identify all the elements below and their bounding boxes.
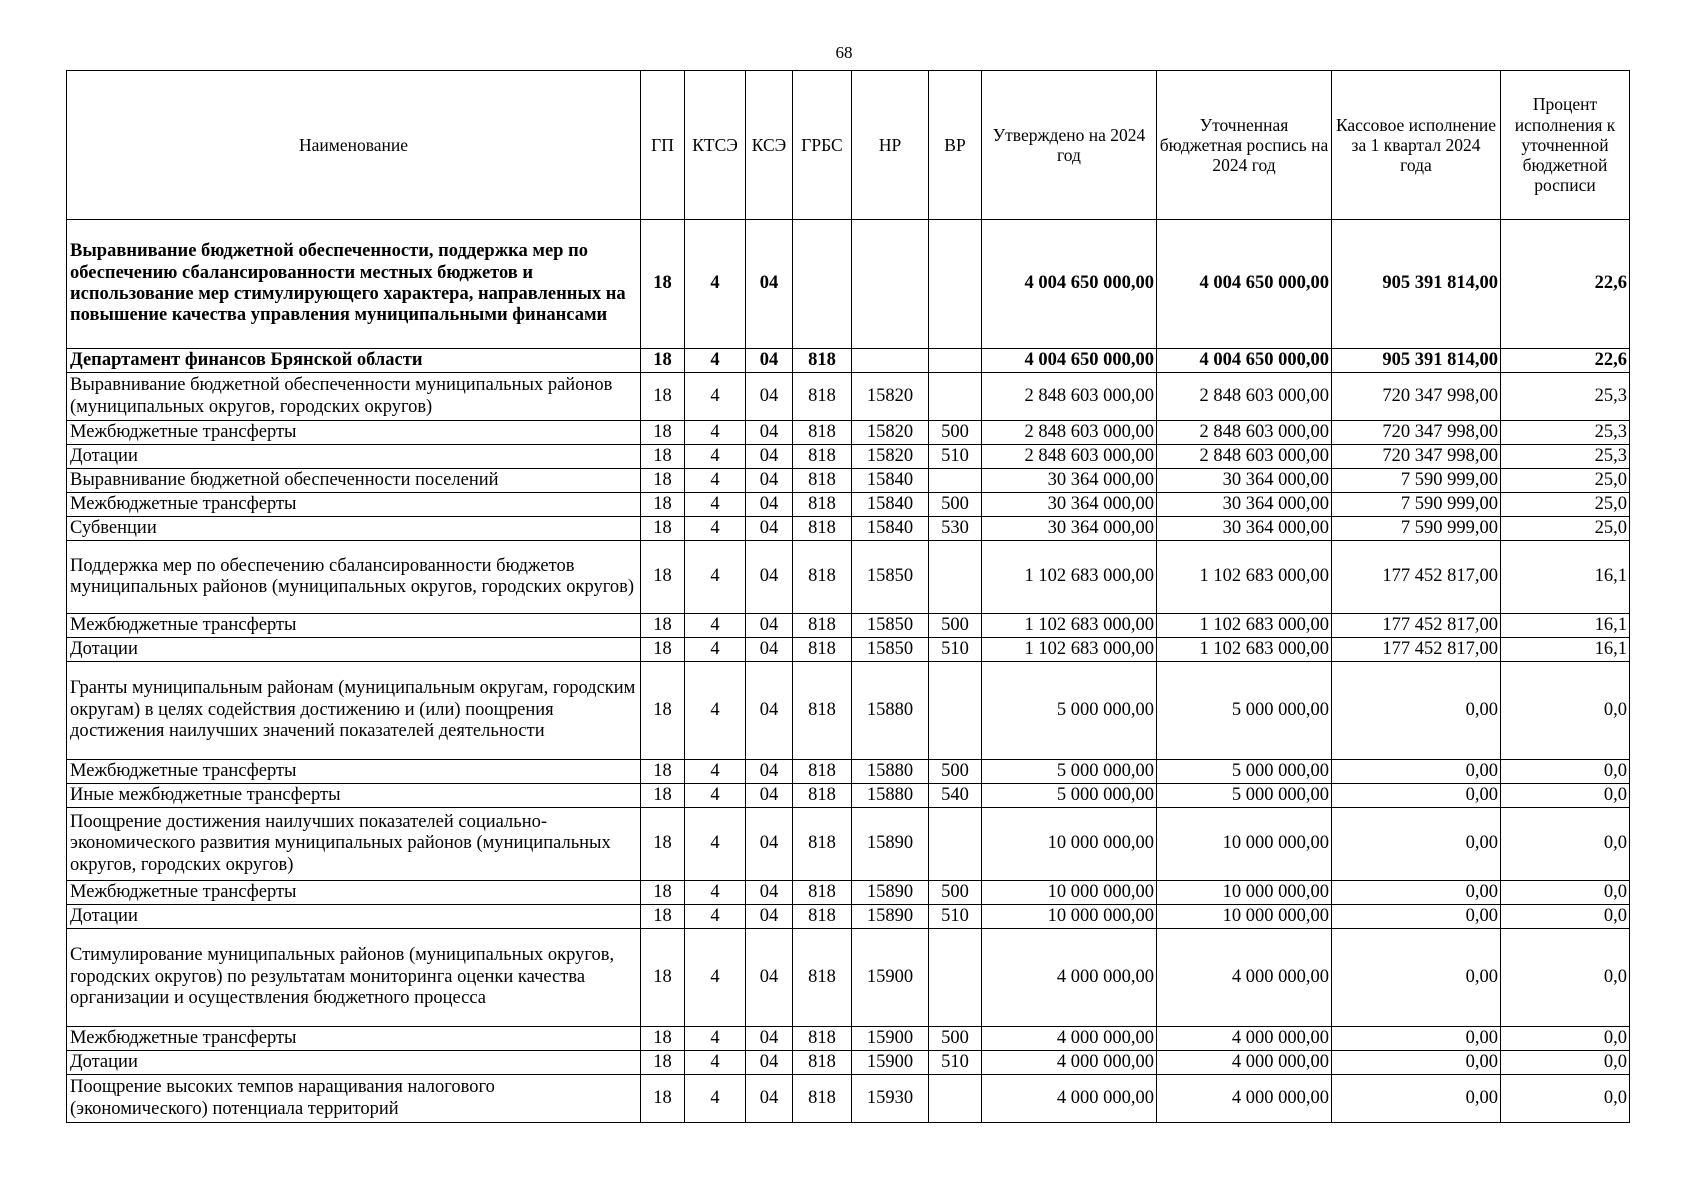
cell-vr: 500 (929, 1027, 982, 1051)
cell-kse: 04 (746, 493, 793, 517)
cell-refined: 5 000 000,00 (1157, 662, 1332, 760)
table-row (67, 1027, 1630, 1051)
cell-percent: 0,0 (1501, 905, 1630, 929)
cell-percent: 0,0 (1501, 1075, 1630, 1123)
cell-approved: 4 000 000,00 (982, 1051, 1157, 1075)
header-ktse: КТСЭ (685, 71, 746, 220)
cell-cash: 0,00 (1332, 905, 1501, 929)
cell-grbs: 818 (793, 929, 852, 1027)
cell-refined: 2 848 603 000,00 (1157, 445, 1332, 469)
cell-nr: 15880 (852, 784, 929, 808)
table-row (67, 662, 1630, 760)
cell-vr (929, 1075, 982, 1123)
cell-vr: 500 (929, 614, 982, 638)
cell-ktse: 4 (685, 808, 746, 881)
cell-grbs: 818 (793, 493, 852, 517)
cell-kse: 04 (746, 220, 793, 349)
cell-kse: 04 (746, 881, 793, 905)
cell-percent: 0,0 (1501, 760, 1630, 784)
table-row (67, 373, 1630, 421)
cell-nr: 15820 (852, 373, 929, 421)
cell-approved: 30 364 000,00 (982, 517, 1157, 541)
cell-cash: 177 452 817,00 (1332, 614, 1501, 638)
cell-grbs: 818 (793, 1027, 852, 1051)
cell-refined: 30 364 000,00 (1157, 517, 1332, 541)
cell-vr: 500 (929, 493, 982, 517)
cell-gp: 18 (641, 760, 685, 784)
cell-ktse: 4 (685, 760, 746, 784)
table-row (67, 808, 1630, 881)
header-vr: ВР (929, 71, 982, 220)
cell-name: Иные межбюджетные трансферты (67, 784, 641, 808)
cell-cash: 0,00 (1332, 760, 1501, 784)
cell-refined: 5 000 000,00 (1157, 760, 1332, 784)
header-nr: НР (852, 71, 929, 220)
cell-vr: 510 (929, 905, 982, 929)
cell-kse: 04 (746, 469, 793, 493)
cell-refined: 4 004 650 000,00 (1157, 349, 1332, 373)
cell-gp: 18 (641, 1027, 685, 1051)
cell-percent: 25,3 (1501, 421, 1630, 445)
cell-grbs (793, 220, 852, 349)
cell-nr: 15820 (852, 421, 929, 445)
cell-cash: 7 590 999,00 (1332, 493, 1501, 517)
cell-grbs: 818 (793, 373, 852, 421)
header-name: Наименование (67, 71, 641, 220)
cell-name: Межбюджетные трансферты (67, 760, 641, 784)
cell-kse: 04 (746, 662, 793, 760)
cell-percent: 16,1 (1501, 614, 1630, 638)
cell-gp: 18 (641, 517, 685, 541)
cell-cash: 0,00 (1332, 929, 1501, 1027)
cell-cash: 0,00 (1332, 808, 1501, 881)
cell-percent: 25,0 (1501, 517, 1630, 541)
table-row (67, 445, 1630, 469)
cell-vr: 510 (929, 1051, 982, 1075)
cell-vr (929, 220, 982, 349)
cell-percent: 16,1 (1501, 638, 1630, 662)
cell-gp: 18 (641, 541, 685, 614)
cell-nr: 15820 (852, 445, 929, 469)
cell-ktse: 4 (685, 662, 746, 760)
cell-grbs: 818 (793, 784, 852, 808)
cell-refined: 10 000 000,00 (1157, 881, 1332, 905)
cell-name: Выравнивание бюджетной обеспеченности поселений (67, 469, 641, 493)
table-row (67, 1075, 1630, 1123)
cell-nr: 15890 (852, 905, 929, 929)
cell-cash: 7 590 999,00 (1332, 469, 1501, 493)
cell-percent: 22,6 (1501, 349, 1630, 373)
cell-grbs: 818 (793, 638, 852, 662)
cell-ktse: 4 (685, 614, 746, 638)
cell-grbs: 818 (793, 349, 852, 373)
cell-kse: 04 (746, 905, 793, 929)
cell-nr: 15890 (852, 808, 929, 881)
cell-ktse: 4 (685, 349, 746, 373)
cell-vr (929, 373, 982, 421)
cell-refined: 30 364 000,00 (1157, 493, 1332, 517)
cell-vr: 500 (929, 760, 982, 784)
cell-name: Департамент финансов Брянской области (67, 349, 641, 373)
cell-gp: 18 (641, 469, 685, 493)
cell-gp: 18 (641, 493, 685, 517)
cell-kse: 04 (746, 1051, 793, 1075)
cell-refined: 2 848 603 000,00 (1157, 373, 1332, 421)
cell-approved: 10 000 000,00 (982, 881, 1157, 905)
cell-nr: 15850 (852, 541, 929, 614)
cell-approved: 2 848 603 000,00 (982, 421, 1157, 445)
cell-percent: 16,1 (1501, 541, 1630, 614)
cell-approved: 4 000 000,00 (982, 929, 1157, 1027)
cell-percent: 25,3 (1501, 373, 1630, 421)
cell-name: Гранты муниципальным районам (муниципальным округам, городским округам) в целях содействия достижению и (или) поощрения достижения наилучших значений показателей деятельности (67, 662, 641, 760)
cell-kse: 04 (746, 929, 793, 1027)
table-row (67, 421, 1630, 445)
cell-nr: 15930 (852, 1075, 929, 1123)
cell-grbs: 818 (793, 881, 852, 905)
cell-gp: 18 (641, 638, 685, 662)
table-row (67, 493, 1630, 517)
cell-percent: 25,3 (1501, 445, 1630, 469)
cell-cash: 0,00 (1332, 1075, 1501, 1123)
page-number: 68 (835, 43, 853, 62)
cell-name: Выравнивание бюджетной обеспеченности, поддержка мер по обеспечению сбалансированности местных бюджетов и использование мер стимулирующего характера, направленных на повышение качества управления муниципальными финансами (67, 220, 641, 349)
cell-vr (929, 929, 982, 1027)
cell-name: Субвенции (67, 517, 641, 541)
table-row (67, 881, 1630, 905)
cell-percent: 0,0 (1501, 808, 1630, 881)
cell-grbs: 818 (793, 760, 852, 784)
cell-approved: 5 000 000,00 (982, 662, 1157, 760)
cell-name: Межбюджетные трансферты (67, 1027, 641, 1051)
cell-approved: 2 848 603 000,00 (982, 373, 1157, 421)
cell-cash: 0,00 (1332, 1027, 1501, 1051)
cell-grbs: 818 (793, 905, 852, 929)
cell-ktse: 4 (685, 638, 746, 662)
cell-name: Межбюджетные трансферты (67, 881, 641, 905)
cell-ktse: 4 (685, 784, 746, 808)
cell-refined: 4 000 000,00 (1157, 1027, 1332, 1051)
cell-approved: 2 848 603 000,00 (982, 445, 1157, 469)
cell-vr (929, 541, 982, 614)
cell-cash: 720 347 998,00 (1332, 421, 1501, 445)
cell-kse: 04 (746, 614, 793, 638)
cell-name: Дотации (67, 905, 641, 929)
cell-grbs: 818 (793, 517, 852, 541)
cell-refined: 5 000 000,00 (1157, 784, 1332, 808)
cell-cash: 720 347 998,00 (1332, 445, 1501, 469)
cell-nr (852, 220, 929, 349)
header-kse: КСЭ (746, 71, 793, 220)
cell-gp: 18 (641, 808, 685, 881)
cell-ktse: 4 (685, 493, 746, 517)
table-row (67, 760, 1630, 784)
table-row (67, 638, 1630, 662)
cell-name: Межбюджетные трансферты (67, 614, 641, 638)
cell-approved: 30 364 000,00 (982, 493, 1157, 517)
cell-grbs: 818 (793, 1051, 852, 1075)
cell-gp: 18 (641, 662, 685, 760)
cell-vr (929, 808, 982, 881)
table-header-row (67, 71, 1630, 220)
cell-kse: 04 (746, 517, 793, 541)
cell-cash: 0,00 (1332, 662, 1501, 760)
cell-name: Поощрение достижения наилучших показателей социально-экономического развития муниципальных районов (муниципальных округов, городских округов) (67, 808, 641, 881)
cell-name: Выравнивание бюджетной обеспеченности муниципальных районов (муниципальных округов, городских округов) (67, 373, 641, 421)
cell-kse: 04 (746, 349, 793, 373)
cell-gp: 18 (641, 784, 685, 808)
cell-percent: 0,0 (1501, 1027, 1630, 1051)
cell-name: Дотации (67, 638, 641, 662)
cell-ktse: 4 (685, 373, 746, 421)
cell-gp: 18 (641, 905, 685, 929)
table-row (67, 784, 1630, 808)
cell-percent: 0,0 (1501, 881, 1630, 905)
cell-approved: 4 004 650 000,00 (982, 220, 1157, 349)
cell-nr: 15840 (852, 469, 929, 493)
cell-refined: 10 000 000,00 (1157, 905, 1332, 929)
table-row (67, 349, 1630, 373)
cell-approved: 5 000 000,00 (982, 760, 1157, 784)
cell-percent: 25,0 (1501, 493, 1630, 517)
cell-cash: 7 590 999,00 (1332, 517, 1501, 541)
cell-cash: 0,00 (1332, 784, 1501, 808)
cell-vr (929, 662, 982, 760)
cell-name: Межбюджетные трансферты (67, 421, 641, 445)
cell-approved: 5 000 000,00 (982, 784, 1157, 808)
cell-cash: 720 347 998,00 (1332, 373, 1501, 421)
cell-gp: 18 (641, 373, 685, 421)
cell-gp: 18 (641, 881, 685, 905)
header-refined: Уточненная бюджетная роспись на 2024 год (1157, 71, 1332, 220)
cell-name: Дотации (67, 1051, 641, 1075)
header-cash: Кассовое исполнение за 1 квартал 2024 года (1332, 71, 1501, 220)
cell-percent: 0,0 (1501, 662, 1630, 760)
cell-ktse: 4 (685, 1075, 746, 1123)
cell-vr (929, 469, 982, 493)
cell-gp: 18 (641, 1051, 685, 1075)
cell-refined: 10 000 000,00 (1157, 808, 1332, 881)
cell-ktse: 4 (685, 929, 746, 1027)
table-row (67, 929, 1630, 1027)
cell-vr (929, 349, 982, 373)
cell-percent: 22,6 (1501, 220, 1630, 349)
cell-grbs: 818 (793, 469, 852, 493)
table-row (67, 1051, 1630, 1075)
budget-table (66, 70, 1630, 1123)
cell-percent: 25,0 (1501, 469, 1630, 493)
cell-ktse: 4 (685, 881, 746, 905)
cell-nr: 15900 (852, 1027, 929, 1051)
cell-kse: 04 (746, 760, 793, 784)
cell-name: Поддержка мер по обеспечению сбалансированности бюджетов муниципальных районов (муниципальных округов, городских округов) (67, 541, 641, 614)
cell-gp: 18 (641, 614, 685, 638)
cell-nr: 15840 (852, 517, 929, 541)
cell-kse: 04 (746, 1075, 793, 1123)
cell-gp: 18 (641, 929, 685, 1027)
header-approved: Утверждено на 2024 год (982, 71, 1157, 220)
cell-vr: 530 (929, 517, 982, 541)
cell-kse: 04 (746, 784, 793, 808)
cell-ktse: 4 (685, 541, 746, 614)
cell-grbs: 818 (793, 662, 852, 760)
cell-name: Поощрение высоких темпов наращивания налогового (экономического) потенциала территорий (67, 1075, 641, 1123)
cell-refined: 4 004 650 000,00 (1157, 220, 1332, 349)
cell-refined: 2 848 603 000,00 (1157, 421, 1332, 445)
cell-approved: 10 000 000,00 (982, 905, 1157, 929)
cell-nr: 15850 (852, 614, 929, 638)
cell-ktse: 4 (685, 1027, 746, 1051)
cell-kse: 04 (746, 1027, 793, 1051)
header-gp: ГП (641, 71, 685, 220)
cell-kse: 04 (746, 421, 793, 445)
cell-ktse: 4 (685, 220, 746, 349)
cell-cash: 0,00 (1332, 1051, 1501, 1075)
cell-nr: 15890 (852, 881, 929, 905)
cell-nr: 15900 (852, 1051, 929, 1075)
table-row (67, 905, 1630, 929)
cell-kse: 04 (746, 808, 793, 881)
cell-grbs: 818 (793, 541, 852, 614)
cell-refined: 1 102 683 000,00 (1157, 638, 1332, 662)
cell-approved: 30 364 000,00 (982, 469, 1157, 493)
cell-approved: 4 000 000,00 (982, 1027, 1157, 1051)
cell-vr: 510 (929, 445, 982, 469)
cell-approved: 10 000 000,00 (982, 808, 1157, 881)
header-grbs: ГРБС (793, 71, 852, 220)
cell-refined: 1 102 683 000,00 (1157, 541, 1332, 614)
cell-grbs: 818 (793, 808, 852, 881)
cell-refined: 1 102 683 000,00 (1157, 614, 1332, 638)
table-row (67, 614, 1630, 638)
table-row (67, 517, 1630, 541)
cell-approved: 4 000 000,00 (982, 1075, 1157, 1123)
table-row (67, 541, 1630, 614)
cell-vr: 510 (929, 638, 982, 662)
cell-cash: 177 452 817,00 (1332, 638, 1501, 662)
cell-ktse: 4 (685, 445, 746, 469)
cell-refined: 4 000 000,00 (1157, 1051, 1332, 1075)
cell-refined: 4 000 000,00 (1157, 929, 1332, 1027)
cell-gp: 18 (641, 220, 685, 349)
cell-refined: 4 000 000,00 (1157, 1075, 1332, 1123)
cell-nr (852, 349, 929, 373)
cell-nr: 15850 (852, 638, 929, 662)
cell-approved: 4 004 650 000,00 (982, 349, 1157, 373)
header-percent: Процент исполнения к уточненной бюджетной росписи (1501, 71, 1630, 220)
cell-grbs: 818 (793, 614, 852, 638)
cell-grbs: 818 (793, 421, 852, 445)
cell-ktse: 4 (685, 1051, 746, 1075)
table-row (67, 469, 1630, 493)
cell-vr: 500 (929, 421, 982, 445)
cell-kse: 04 (746, 373, 793, 421)
cell-cash: 177 452 817,00 (1332, 541, 1501, 614)
table-row (67, 220, 1630, 349)
cell-gp: 18 (641, 1075, 685, 1123)
cell-nr: 15880 (852, 662, 929, 760)
cell-percent: 0,0 (1501, 784, 1630, 808)
cell-ktse: 4 (685, 905, 746, 929)
cell-nr: 15900 (852, 929, 929, 1027)
cell-approved: 1 102 683 000,00 (982, 541, 1157, 614)
cell-nr: 15880 (852, 760, 929, 784)
cell-approved: 1 102 683 000,00 (982, 638, 1157, 662)
cell-cash: 0,00 (1332, 881, 1501, 905)
cell-cash: 905 391 814,00 (1332, 220, 1501, 349)
cell-cash: 905 391 814,00 (1332, 349, 1501, 373)
cell-percent: 0,0 (1501, 1051, 1630, 1075)
cell-nr: 15840 (852, 493, 929, 517)
cell-refined: 30 364 000,00 (1157, 469, 1332, 493)
cell-ktse: 4 (685, 517, 746, 541)
cell-gp: 18 (641, 445, 685, 469)
cell-kse: 04 (746, 541, 793, 614)
cell-approved: 1 102 683 000,00 (982, 614, 1157, 638)
cell-gp: 18 (641, 349, 685, 373)
cell-vr: 540 (929, 784, 982, 808)
cell-name: Межбюджетные трансферты (67, 493, 641, 517)
cell-ktse: 4 (685, 469, 746, 493)
cell-name: Дотации (67, 445, 641, 469)
cell-grbs: 818 (793, 1075, 852, 1123)
cell-gp: 18 (641, 421, 685, 445)
cell-kse: 04 (746, 638, 793, 662)
cell-kse: 04 (746, 445, 793, 469)
cell-grbs: 818 (793, 445, 852, 469)
table-body (67, 220, 1630, 1123)
cell-vr: 500 (929, 881, 982, 905)
cell-percent: 0,0 (1501, 929, 1630, 1027)
cell-ktse: 4 (685, 421, 746, 445)
cell-name: Стимулирование муниципальных районов (муниципальных округов, городских округов) по результатам мониторинга оценки качества организации и осуществления бюджетного процесса (67, 929, 641, 1027)
